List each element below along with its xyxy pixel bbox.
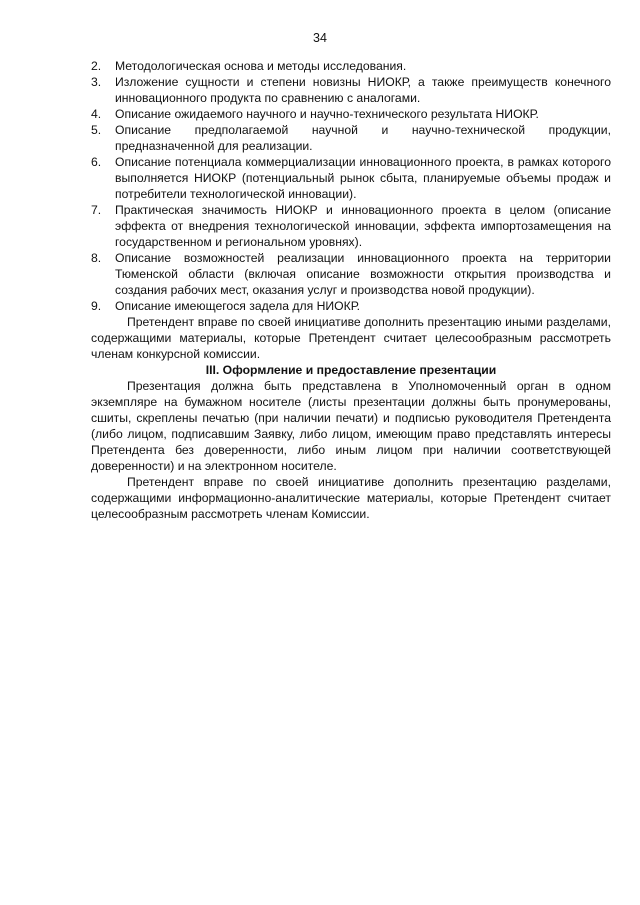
list-item [91, 202, 611, 250]
list-item-text: Практическая значимость НИОКР и инновационного проекта в целом (описание эффекта от внедрения технологической инновации, эффекта импортозамещения на государственном и региональном уровнях). [115, 203, 611, 249]
section-paragraph: Презентация должна быть представлена в Уполномоченный орган в одном экземпляре на бумажном носителе (листы презентации должны быть пронумерованы, сшиты, скреплены печатью (при наличии печати) и подписью руководителя Претендента (либо лицом, подписавшим Заявку, либо лицом, имеющим право представлять интересы Претендента без доверенности, либо иным лицом при наличии соответствующей доверенности) и на электронном носителе. [91, 379, 611, 473]
list-item-number: 7. [91, 203, 102, 217]
list-item [91, 250, 611, 298]
list-item-number: 9. [91, 299, 102, 313]
list-item-text: Изложение сущности и степени новизны НИОКР, а также преимуществ конечного инновационного продукта по сравнению с аналогами. [115, 75, 611, 105]
list-item-text: Описание предполагаемой научной и научно-технической продукции, предназначенной для реализации. [115, 123, 611, 153]
list-item-number: 4. [91, 107, 102, 121]
list-item [91, 154, 611, 202]
list-item-number: 3. [91, 75, 102, 89]
list-item-number: 5. [91, 123, 102, 137]
page-number: 34 [313, 31, 327, 45]
list-item [91, 122, 611, 154]
section-title: III. Оформление и предоставление презентации [205, 363, 497, 377]
requirements-list [91, 58, 611, 314]
section-paragraph: Претендент вправе по своей инициативе дополнить презентацию разделами, содержащими информационно-аналитические материалы, которые Претендент считает целесообразным рассмотреть членам Комиссии. [91, 475, 611, 521]
list-item-number: 2. [91, 59, 102, 73]
list-item-text: Описание ожидаемого научного и научно-технического результата НИОКР. [115, 107, 539, 121]
list-item-number: 8. [91, 251, 102, 265]
list-item-text: Методологическая основа и методы исследования. [115, 59, 407, 73]
paragraph-after-list: Претендент вправе по своей инициативе дополнить презентацию иными разделами, содержащими материалы, которые Претендент считает целесообразным рассмотреть членам конкурсной комиссии. [91, 315, 611, 361]
list-item [91, 74, 611, 106]
list-item-text: Описание возможностей реализации инновационного проекта на территории Тюменской области (включая описание возможности открытия производства и создания рабочих мест, оказания услуг и производства новой продукции). [115, 251, 611, 297]
list-item [91, 106, 611, 122]
list-item [91, 298, 611, 314]
document-body [91, 58, 611, 522]
list-item-text: Описание имеющегося задела для НИОКР. [115, 299, 360, 313]
list-item [91, 58, 611, 74]
list-item-number: 6. [91, 155, 102, 169]
list-item-text: Описание потенциала коммерциализации инновационного проекта, в рамках которого выполняется НИОКР (потенциальный рынок сбыта, планируемые объемы продаж и потребители технологической инновации). [115, 155, 611, 201]
